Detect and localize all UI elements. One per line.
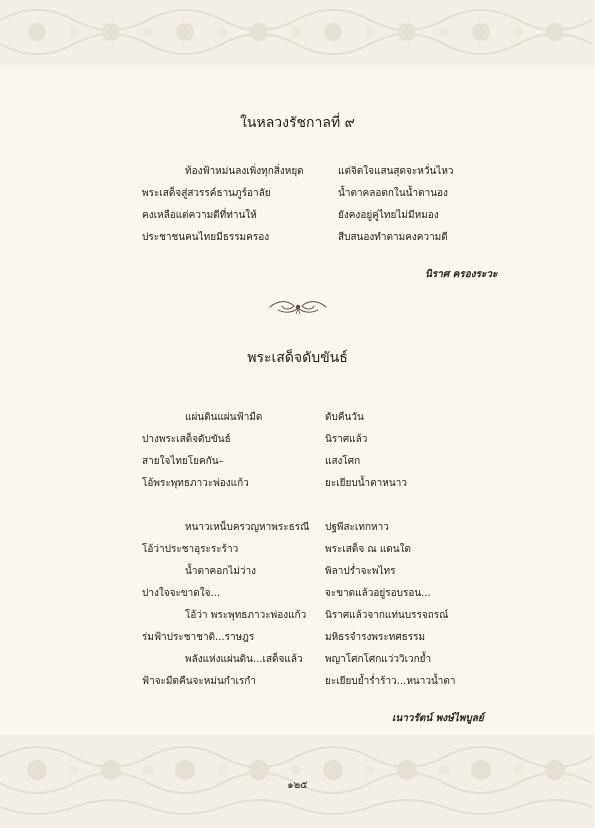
verse-line: โอ้ว่า พระพุทธภาวะพ่องแก้ว [185,610,307,621]
verse-line: แผ่นดินแผ่นฟ้ามืด [185,412,263,423]
verse-line: ยะเยียบน้ำตาหนาว [325,478,407,489]
verse-line: ปางใจจะขาดใจ... [142,588,221,599]
verse-line: พลังแห่งแผ่นดิน...เสด็จแล้ว [185,654,303,665]
verse-line: แต่จิตใจแสนสุดจะหวั่นไหว [338,166,454,177]
verse-line: น้ำตาคอกไม่ว่าง [185,566,257,577]
verse-line: ปฐพีสะเทกหาว [325,522,389,533]
verse-line: ท้องฟ้าหม่นลงเพิ่งทุกสิ่งหยุด [185,166,304,177]
verse-line: ประชาชนคนไทยมีธรรมครอง [142,232,270,243]
verse-line: หนาวเหน็บครวญหาพระธรณี [185,522,310,533]
verse-line: ฟ้าจะมืดคืนจะหม่นกำเรกำ [142,676,256,687]
lace-border-top [0,0,595,68]
poem-title: ในหลวงรัชกาลที่ ๙ [240,115,355,131]
poem-author: เนาวรัตน์ พงษ์ไพบูลย์ [392,713,484,724]
poem-title: พระเสด็จดับขันธ์ [247,350,348,366]
verse-line: พระเสด็จสู่สวรรค์ธานภูร์อาลัย [142,188,271,199]
verse-line: พญาโศกโศกแว่ววิเวกย้ำ [325,654,432,665]
verse-line: พระเสด็จ ณ แดนใด [325,544,411,555]
verse-line: นิราศแล้วจากแท่นบรรจถรณ์ [325,610,449,621]
verse-line: ร่มฟ้าประชาชาติ...ราษฎร [142,632,255,643]
verse-line: ดับคืนวัน [325,412,364,423]
verse-line: สายใจไทยโยคกัน– [142,456,224,467]
verse-line: ยังคงอยู่คู่ไทยไม่มีหมอง [338,210,439,221]
poem-author: นิราศ ครองระวะ [425,269,498,280]
verse-line: โอ้ว่าประชาอุระระร้าว [142,544,239,555]
flourish-divider-icon [268,296,328,318]
verse-line: คงเหลือแต่ความดีที่ท่านให้ [142,210,257,221]
verse-line: ยะเยียบย้ำร่ำร้าว...หนาวน้ำตา [325,676,456,687]
verse-line: น้ำตาคลอตกในน้ำตานอง [338,188,448,199]
page-number: ๑๒๕ [287,780,308,791]
verse-line: ปางพระเสด็จดับขันธ์ [142,434,231,445]
verse-line: มหิธรจำรงพระทศธรรม [325,632,426,643]
verse-line: แสงโศก [325,456,361,467]
verse-line: โอ้พระพุทธภาวะพ่องแก้ว [142,478,249,489]
verse-line: พิลาปร่ำจะพไทร [325,566,396,577]
verse-line: นิราศแล้ว [325,434,368,445]
verse-line: จะขาดแล้วอยู่รอบรอน... [325,588,431,599]
verse-line: สืบสนองทำตามคงความดี [338,232,448,243]
